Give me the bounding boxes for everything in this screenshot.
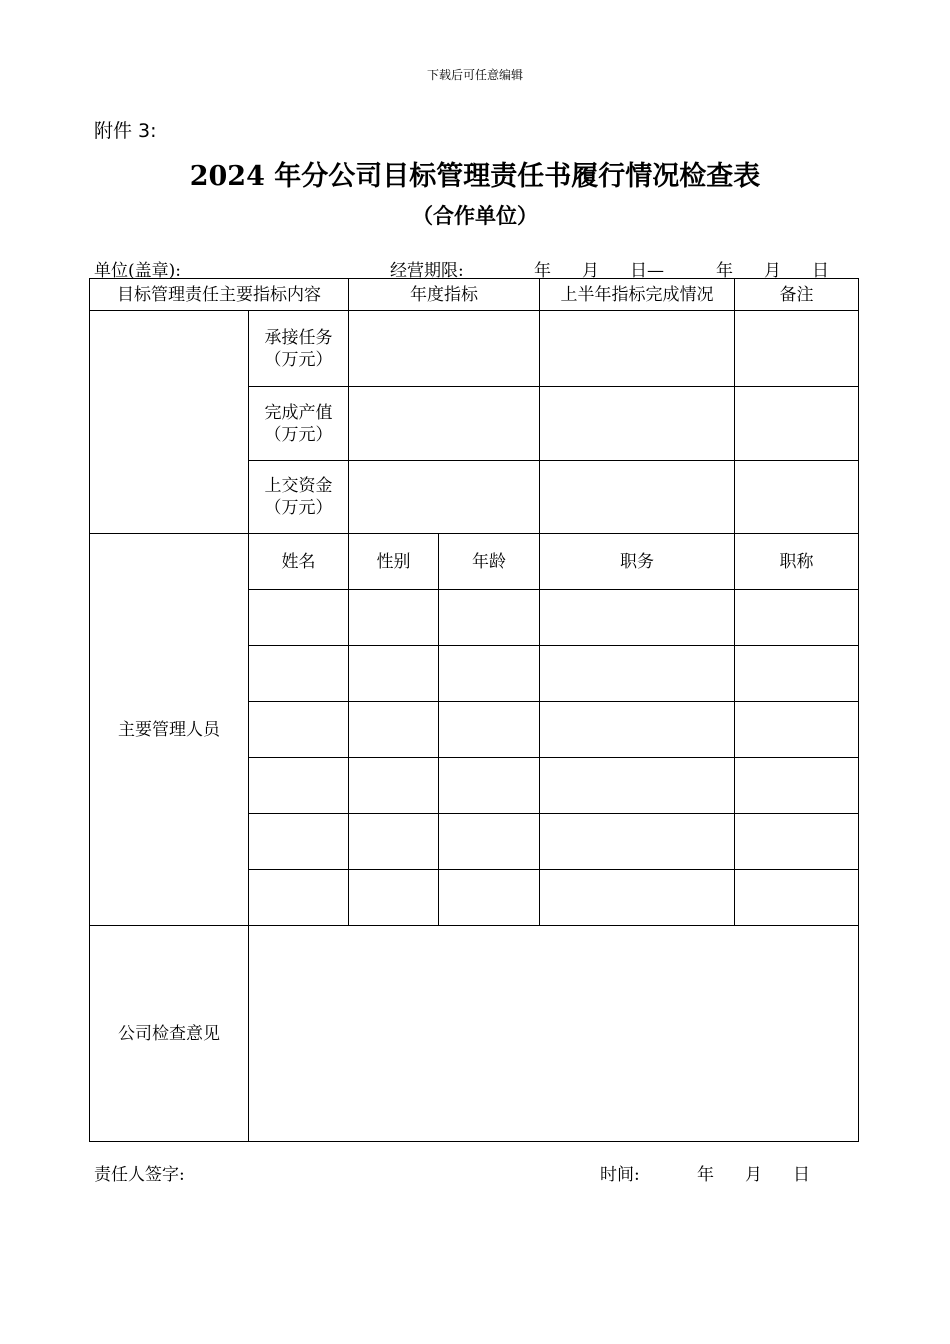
position-cell[interactable] xyxy=(540,870,735,926)
annual-target-cell[interactable] xyxy=(349,387,540,461)
half-year-cell[interactable] xyxy=(540,311,735,387)
gender-cell[interactable] xyxy=(349,590,439,646)
time-label: 时间: xyxy=(600,1165,640,1185)
period-end-month: 月 xyxy=(764,261,781,281)
indicator-label-line: 承接任务 xyxy=(264,327,333,348)
position-cell[interactable] xyxy=(540,814,735,870)
personnel-label: 主要管理人员 xyxy=(90,534,249,926)
annual-target-cell[interactable] xyxy=(349,311,540,387)
personnel-header-title: 职称 xyxy=(735,534,859,590)
position-cell[interactable] xyxy=(540,702,735,758)
age-cell[interactable] xyxy=(439,870,540,926)
table-row xyxy=(90,311,859,387)
header-annual-target: 年度指标 xyxy=(349,279,540,311)
indicator-label-line: 上交资金 xyxy=(264,476,333,496)
age-cell[interactable] xyxy=(439,590,540,646)
gender-cell[interactable] xyxy=(349,758,439,814)
personnel-header-age: 年龄 xyxy=(439,534,540,590)
title-cell[interactable] xyxy=(735,758,859,814)
indicator-unit-line: （万元） xyxy=(264,424,333,445)
indicator-group-cell xyxy=(90,311,249,534)
period-label: 经营期限: xyxy=(390,261,464,281)
period-end-year: 年 xyxy=(716,261,733,281)
name-cell[interactable] xyxy=(249,590,349,646)
opinion-label: 公司检查意见 xyxy=(90,926,249,1142)
gender-cell[interactable] xyxy=(349,646,439,702)
indicator-unit-line: （万元） xyxy=(264,498,333,518)
half-year-cell[interactable] xyxy=(540,387,735,461)
remarks-cell[interactable] xyxy=(735,461,859,534)
footer-month: 月 xyxy=(745,1165,762,1185)
unit-label: 单位(盖章): xyxy=(94,261,181,281)
annual-target-cell[interactable] xyxy=(349,461,540,534)
signature-label: 责任人签字: xyxy=(94,1165,185,1185)
opinion-row xyxy=(90,926,859,1142)
age-cell[interactable] xyxy=(439,702,540,758)
gender-cell[interactable] xyxy=(349,814,439,870)
indicator-label-tasks xyxy=(249,311,349,387)
name-cell[interactable] xyxy=(249,758,349,814)
header-note: 下载后可任意编辑 xyxy=(426,68,523,82)
indicator-label-output xyxy=(249,387,349,461)
title-cell[interactable] xyxy=(735,870,859,926)
remarks-cell[interactable] xyxy=(735,387,859,461)
personnel-header-position: 职务 xyxy=(540,534,735,590)
gender-cell[interactable] xyxy=(349,702,439,758)
header-remarks: 备注 xyxy=(735,279,859,311)
inspection-table xyxy=(89,278,859,1142)
footer-day: 日 xyxy=(793,1165,810,1185)
title-cell[interactable] xyxy=(735,646,859,702)
remarks-cell[interactable] xyxy=(735,311,859,387)
indicator-unit-line: （万元） xyxy=(264,349,333,370)
header-indicator-content: 目标管理责任主要指标内容 xyxy=(90,279,349,311)
title-cell[interactable] xyxy=(735,702,859,758)
header-half-year-completion: 上半年指标完成情况 xyxy=(540,279,735,311)
period-start-month: 月 xyxy=(582,261,599,281)
name-cell[interactable] xyxy=(249,814,349,870)
period-end-day: 日 xyxy=(812,261,829,281)
indicator-label-funds xyxy=(249,461,349,534)
title-cell[interactable] xyxy=(735,814,859,870)
attachment-label: 附件 3: xyxy=(94,120,157,142)
position-cell[interactable] xyxy=(540,590,735,646)
opinion-cell[interactable] xyxy=(249,926,859,1142)
period-start-day: 日— xyxy=(630,261,664,281)
table-header-row xyxy=(90,279,859,311)
name-cell[interactable] xyxy=(249,702,349,758)
period-start-year: 年 xyxy=(534,261,551,281)
page-subtitle: （合作单位） xyxy=(412,203,538,228)
age-cell[interactable] xyxy=(439,646,540,702)
title-cell[interactable] xyxy=(735,590,859,646)
footer-year: 年 xyxy=(697,1165,714,1185)
personnel-header-row xyxy=(90,534,859,590)
personnel-header-name: 姓名 xyxy=(249,534,349,590)
age-cell[interactable] xyxy=(439,758,540,814)
position-cell[interactable] xyxy=(540,758,735,814)
gender-cell[interactable] xyxy=(349,870,439,926)
page-title: 2024 年分公司目标管理责任书履行情况检查表 xyxy=(189,161,761,192)
personnel-header-gender: 性别 xyxy=(349,534,439,590)
half-year-cell[interactable] xyxy=(540,461,735,534)
name-cell[interactable] xyxy=(249,646,349,702)
age-cell[interactable] xyxy=(439,814,540,870)
position-cell[interactable] xyxy=(540,646,735,702)
name-cell[interactable] xyxy=(249,870,349,926)
indicator-label-line: 完成产值 xyxy=(264,402,333,423)
